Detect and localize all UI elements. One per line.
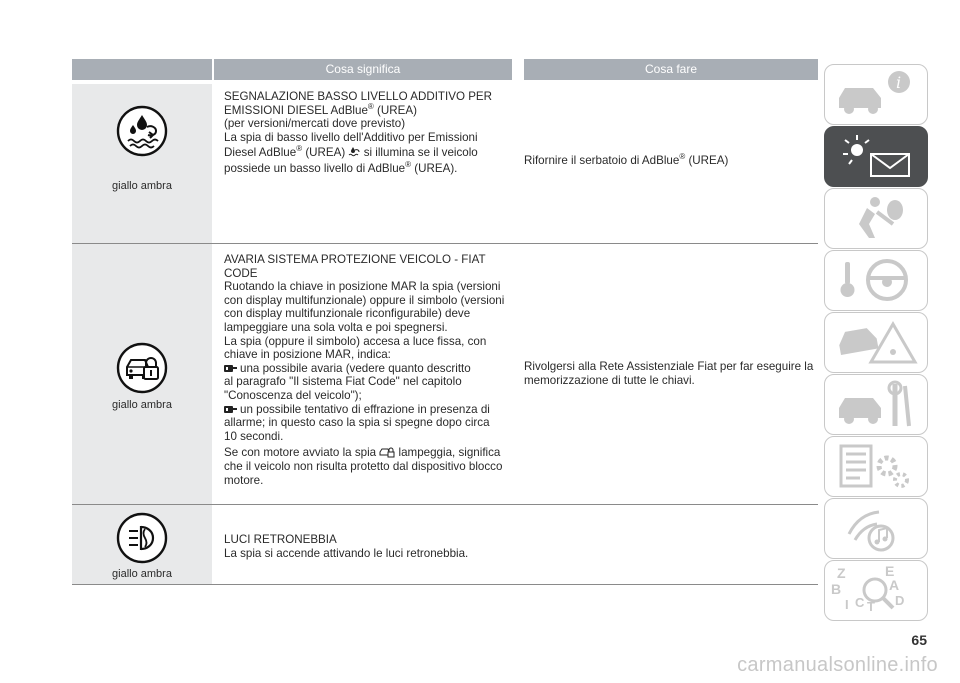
text-span: Diesel AdBlue [224, 146, 297, 160]
text-span: una possibile avaria (vedere quanto descritto [240, 361, 471, 375]
text-span: Se con motore avviato la spia [224, 446, 380, 460]
index-letter: I [845, 597, 849, 612]
registered-mark: ® [679, 152, 686, 162]
text-span: possiede un basso livello di AdBlue [224, 161, 406, 175]
adblue-drop-small-icon [348, 146, 360, 158]
text-line: "Conoscenza del veicolo"); [224, 388, 362, 402]
tab-emergency[interactable] [824, 312, 928, 373]
icon-cell [72, 244, 212, 505]
text-span: lampeggia, significa [395, 446, 501, 460]
action-text [524, 154, 814, 168]
icon-cell [72, 84, 212, 244]
text-line [224, 146, 516, 160]
text-span: (UREA) [302, 146, 349, 160]
tab-technical-data[interactable] [824, 436, 928, 497]
index-letter: E [885, 563, 895, 579]
technical-data-gears-icon [835, 442, 919, 492]
meaning-text [224, 253, 516, 487]
text-line: CODE [224, 266, 258, 280]
text-line: (per versioni/mercati dove previsto) [224, 117, 406, 131]
header-action: Cosa fare [524, 59, 818, 80]
text-line: al paragrafo "Il sistema Fiat Code" nel capitolo [224, 375, 462, 389]
meaning-text [224, 533, 516, 560]
text-span: Rifornire il serbatoio di AdBlue [524, 154, 680, 167]
text-line: che il veicolo non risulta protetto dal dispositivo blocco [224, 459, 503, 473]
page-number: 65 [911, 632, 927, 648]
text-line [224, 362, 516, 376]
svg-text:i: i [896, 73, 902, 92]
tab-index[interactable] [824, 560, 928, 621]
tab-warning-lights[interactable] [824, 126, 928, 187]
text-line: con display multifunzionale riconfigurabile) deve [224, 307, 471, 321]
registered-mark: ® [405, 160, 412, 170]
tab-multimedia[interactable] [824, 498, 928, 559]
text-line: allarme; in questo caso la spia si spegne dopo circa [224, 416, 490, 430]
index-letter: T [867, 599, 875, 614]
meaning-text [224, 90, 516, 176]
registered-mark: ® [296, 144, 303, 154]
table-row [72, 244, 818, 505]
icon-color-label: giallo ambra [112, 180, 172, 192]
row-divider [72, 584, 818, 585]
tab-starting-driving[interactable] [824, 250, 928, 311]
text-line [224, 162, 516, 176]
index-letter: B [831, 581, 842, 597]
key-bullet-icon [224, 405, 237, 414]
text-line: AVARIA SISTEMA PROTEZIONE VEICOLO - FIAT [224, 253, 486, 266]
immobilizer-car-lock-icon [115, 341, 169, 395]
car-info-icon [835, 70, 919, 120]
header-icon-column [72, 59, 212, 80]
table-row [72, 505, 818, 585]
tab-car-info[interactable] [824, 64, 928, 125]
icon-color-label: giallo ambra [112, 399, 172, 411]
icon-color-label: giallo ambra [112, 568, 172, 580]
text-line: 10 secondi. [224, 429, 284, 443]
registered-mark: ® [367, 101, 374, 111]
text-line: Ruotando la chiave in posizione MAR la spia (versioni [224, 280, 501, 294]
text-span: EMISSIONI DIESEL AdBlue [224, 103, 368, 117]
text-line: La spia si accende attivando le luci retronebbia. [224, 546, 469, 560]
index-letter: A [889, 577, 900, 593]
watermark: carmanualsonline.info [737, 654, 938, 676]
text-line: La spia (oppure il simbolo) accesa a luce fissa, con [224, 334, 487, 348]
text-line: chiave in posizione MAR, indica: [224, 348, 391, 362]
car-maintenance-tools-icon [835, 380, 919, 430]
table-row [72, 84, 818, 244]
index-letter: C [855, 595, 865, 610]
text-line: con display multifunzionale) oppure il simbolo (versioni [224, 293, 505, 307]
text-span: (UREA). [411, 161, 458, 175]
text-line [224, 446, 516, 460]
text-line [224, 101, 516, 118]
car-accident-warning-icon [835, 318, 919, 368]
multimedia-music-icon [835, 504, 919, 554]
text-line: La spia di basso livello dell'Additivo per Emissioni [224, 130, 478, 144]
action-text [524, 360, 814, 387]
index-letter: Z [837, 565, 846, 581]
index-letter: D [895, 593, 905, 608]
rear-fog-light-icon [115, 511, 169, 565]
text-line: SEGNALAZIONE BASSO LIVELLO ADDITIVO PER [224, 90, 493, 103]
text-line: motore. [224, 473, 264, 487]
text-line: memorizzazione di tutte le chiavi. [524, 373, 695, 387]
header-meaning: Cosa significa [214, 59, 512, 80]
text-span: si illumina se il veicolo [360, 146, 478, 160]
steering-wheel-key-icon [835, 256, 919, 306]
immobilizer-small-icon [379, 446, 395, 458]
text-line: lampeggiare una sola volta e poi spegnersi. [224, 320, 448, 334]
text-span: (UREA) [685, 154, 729, 167]
text-span: un possibile tentativo di effrazione in presenza di [240, 402, 490, 416]
icon-cell [72, 505, 212, 585]
airbag-seat-safety-icon [835, 194, 919, 244]
text-line: LUCI RETRONEBBIA [224, 533, 337, 546]
text-span: (UREA) [373, 103, 417, 117]
adblue-drop-icon [115, 104, 169, 158]
tab-safety[interactable] [824, 188, 928, 249]
text-line [224, 403, 516, 417]
tab-maintenance[interactable] [824, 374, 928, 435]
key-bullet-icon [224, 364, 237, 373]
text-line: Rivolgersi alla Rete Assistenziale Fiat per far eseguire la [524, 360, 814, 373]
warning-lights-message-icon [835, 132, 919, 182]
